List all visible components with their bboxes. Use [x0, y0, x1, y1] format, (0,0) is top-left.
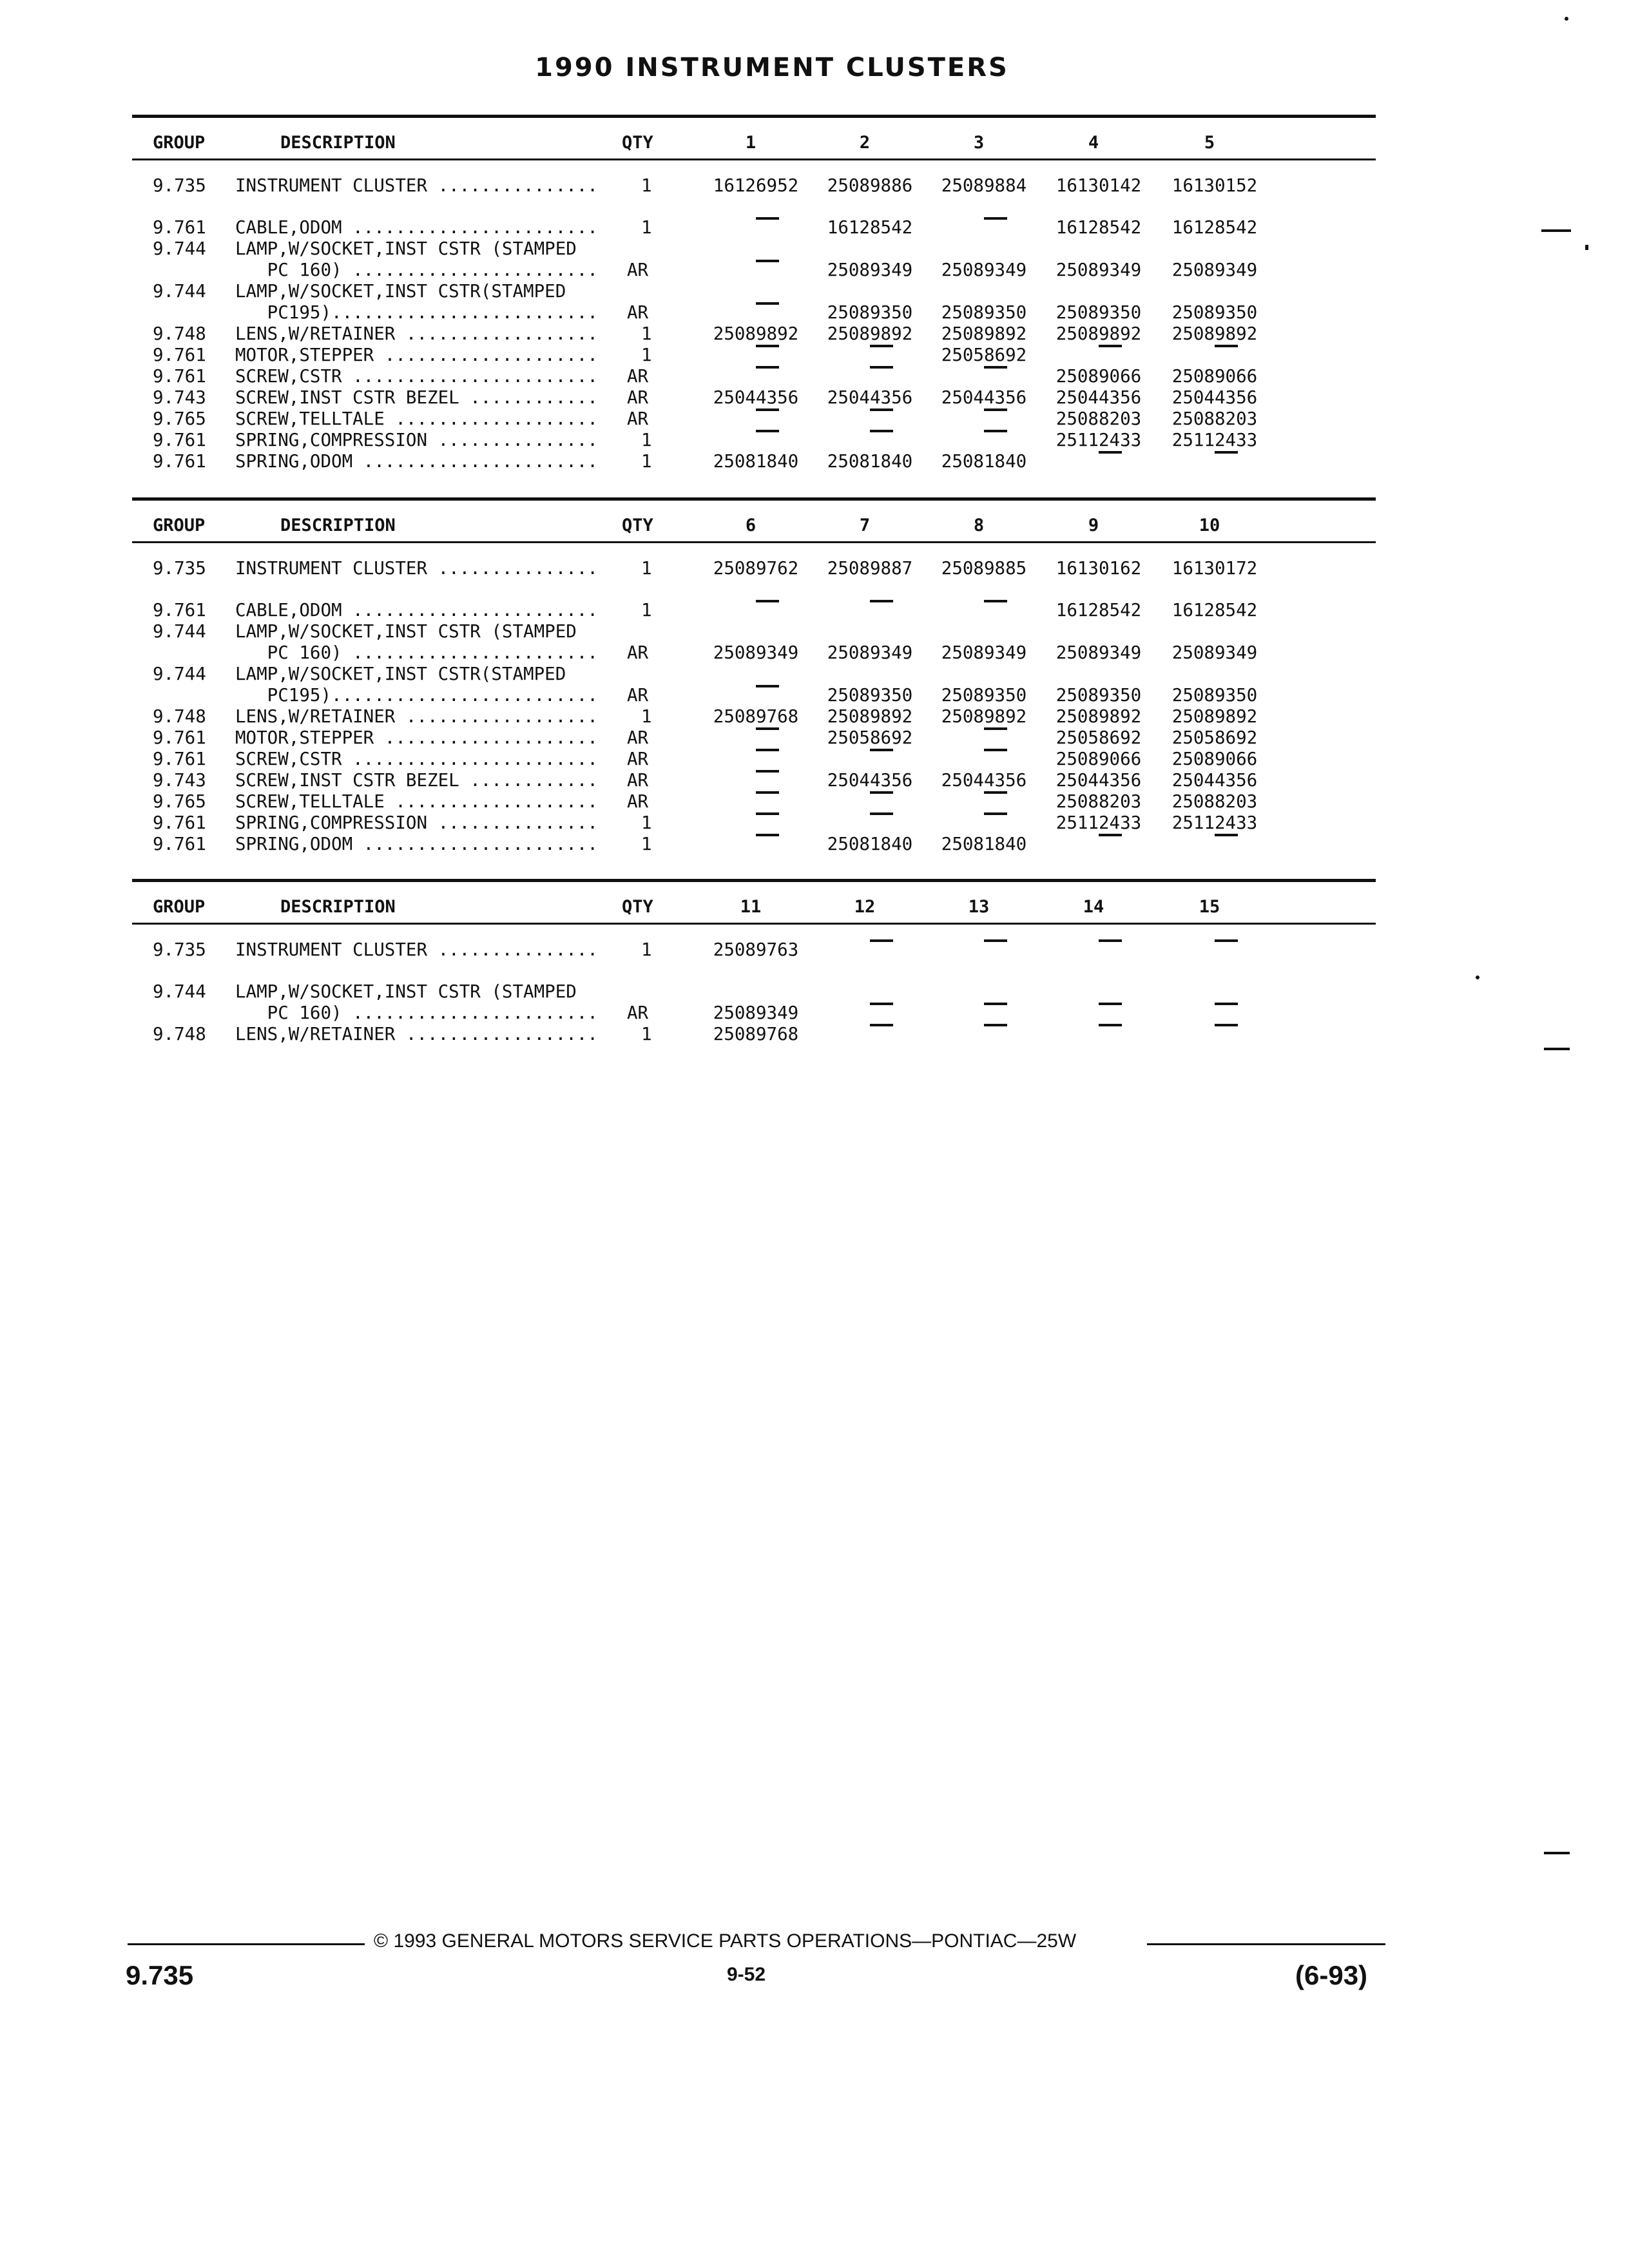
- header-column-6: 6: [745, 515, 757, 535]
- part-number: 25089349: [941, 642, 1027, 663]
- table-row: [132, 621, 1376, 642]
- header-column-1: 1: [745, 133, 757, 153]
- part-number: 16126952: [713, 175, 799, 196]
- dash-mark: [1099, 451, 1122, 454]
- dash-mark: [870, 1024, 893, 1026]
- dash-mark: [870, 408, 893, 411]
- part-qty: 1: [641, 834, 652, 854]
- table-row: [132, 727, 1376, 749]
- part-number: 25081840: [713, 451, 799, 472]
- table-row: [132, 600, 1376, 621]
- dash-mark: [870, 812, 893, 815]
- part-number: 25089349: [1171, 260, 1258, 280]
- group-code: 9.761: [153, 749, 206, 769]
- part-description: CABLE,ODOM .......................: [235, 217, 598, 238]
- part-number: 25089892: [941, 323, 1027, 344]
- header-description: DESCRIPTION: [280, 515, 396, 535]
- part-number: 25089349: [713, 642, 799, 663]
- header-column-3: 3: [973, 133, 985, 153]
- part-qty: AR: [627, 642, 649, 663]
- table-row: [132, 685, 1376, 706]
- part-description: SPRING,ODOM ......................: [235, 834, 598, 854]
- part-number: 25112433: [1055, 430, 1142, 450]
- part-number: 25089350: [827, 302, 913, 323]
- dash-mark: [1099, 939, 1122, 942]
- header-column-13: 13: [968, 897, 990, 917]
- part-number: 25089349: [827, 260, 913, 280]
- table-row: [132, 812, 1376, 834]
- dash-mark: [870, 1003, 893, 1005]
- part-description: CABLE,ODOM .......................: [235, 600, 598, 620]
- table-row: [132, 981, 1376, 1003]
- part-number: 25089349: [713, 1003, 799, 1023]
- group-code: 9.748: [153, 706, 206, 727]
- part-number: 25044356: [827, 770, 913, 791]
- part-number: 25089892: [827, 323, 913, 344]
- table-row: [132, 770, 1376, 791]
- table-row: [132, 558, 1376, 579]
- header-column-10: 10: [1199, 515, 1220, 535]
- part-number: 25088203: [1171, 408, 1258, 429]
- part-number: 25112433: [1171, 812, 1258, 833]
- part-qty: AR: [627, 260, 649, 280]
- part-description: LENS,W/RETAINER ..................: [235, 1024, 598, 1044]
- part-description: MOTOR,STEPPER ....................: [235, 727, 598, 748]
- part-number: 25089350: [1171, 685, 1258, 706]
- part-qty: 1: [641, 175, 652, 196]
- header-column-2: 2: [859, 133, 871, 153]
- part-number: 25112433: [1055, 812, 1142, 833]
- group-code: 9.761: [153, 451, 206, 472]
- part-description: LENS,W/RETAINER ..................: [235, 323, 598, 344]
- group-code: 9.743: [153, 387, 206, 408]
- part-qty: 1: [641, 217, 652, 238]
- part-description: SCREW,INST CSTR BEZEL ............: [235, 770, 598, 791]
- part-number: 25088203: [1055, 408, 1142, 429]
- dash-mark: [756, 749, 779, 751]
- dash-mark: [870, 749, 893, 751]
- table-row: [132, 749, 1376, 770]
- table-header-rule: [132, 541, 1376, 543]
- table-row: [132, 281, 1376, 302]
- dash-mark: [1215, 939, 1238, 942]
- header-column-14: 14: [1083, 897, 1104, 917]
- group-code: 9.744: [153, 238, 206, 259]
- part-number: 25044356: [1171, 770, 1258, 791]
- part-description: SPRING,COMPRESSION ...............: [235, 430, 598, 450]
- table-row: [132, 323, 1376, 345]
- part-description: LENS,W/RETAINER ..................: [235, 706, 598, 727]
- header-group: GROUP: [153, 515, 206, 535]
- dash-mark: [870, 600, 893, 602]
- dash-mark: [984, 217, 1007, 220]
- footer-rule-left: [128, 1943, 365, 1945]
- part-description: LAMP,W/SOCKET,INST CSTR (STAMPED: [235, 981, 577, 1002]
- dash-mark: [1215, 1024, 1238, 1026]
- dash-mark: [1215, 345, 1238, 347]
- part-qty: 1: [641, 558, 652, 579]
- header-qty: QTY: [622, 897, 653, 917]
- part-number: 25089892: [1055, 323, 1142, 344]
- part-description: SCREW,CSTR .......................: [235, 749, 598, 769]
- table-row: [132, 260, 1376, 281]
- part-number: 25089768: [713, 706, 799, 727]
- table-row: [132, 1024, 1376, 1045]
- header-description: DESCRIPTION: [280, 133, 396, 153]
- group-code: 9.765: [153, 408, 206, 429]
- dash-mark: [984, 812, 1007, 815]
- part-qty: AR: [627, 302, 649, 323]
- dash-mark: [984, 939, 1007, 942]
- part-number: 25089892: [1055, 706, 1142, 727]
- part-qty: AR: [627, 685, 649, 706]
- table-row: [132, 430, 1376, 451]
- group-code: 9.735: [153, 558, 206, 579]
- part-number: 25089350: [1055, 685, 1142, 706]
- part-number: 16128542: [1171, 600, 1258, 620]
- dash-mark: [756, 770, 779, 773]
- dash-mark: [1215, 1003, 1238, 1005]
- scan-mark: [1541, 229, 1571, 232]
- table-row: [132, 302, 1376, 323]
- scan-mark: [1544, 1852, 1570, 1854]
- part-description: SCREW,TELLTALE ...................: [235, 791, 598, 812]
- scan-mark: [1544, 1048, 1570, 1050]
- part-qty: AR: [627, 387, 649, 408]
- part-number: 25089350: [1171, 302, 1258, 323]
- dash-mark: [984, 1003, 1007, 1005]
- dash-mark: [984, 600, 1007, 602]
- table-row: [132, 642, 1376, 664]
- part-number: 16128542: [827, 217, 913, 238]
- part-description: SCREW,CSTR .......................: [235, 366, 598, 387]
- group-code: 9.761: [153, 345, 206, 365]
- header-column-4: 4: [1088, 133, 1099, 153]
- dash-mark: [870, 366, 893, 369]
- part-number: 25089350: [1055, 302, 1142, 323]
- dash-mark: [756, 260, 779, 262]
- dash-mark: [756, 685, 779, 687]
- table-row: [132, 664, 1376, 685]
- part-number: 25058692: [941, 345, 1027, 365]
- part-qty: 1: [641, 1024, 652, 1044]
- part-number: 25089885: [941, 558, 1027, 579]
- table-row: [132, 238, 1376, 260]
- part-number: 25081840: [827, 834, 913, 854]
- part-description: LAMP,W/SOCKET,INST CSTR (STAMPED: [235, 621, 577, 642]
- part-qty: AR: [627, 1003, 649, 1023]
- part-description: PC 160) .......................: [235, 642, 598, 663]
- part-number: 25089892: [713, 323, 799, 344]
- table-header: [132, 497, 1376, 536]
- dash-mark: [870, 430, 893, 432]
- header-column-12: 12: [854, 897, 876, 917]
- group-code: 9.761: [153, 217, 206, 238]
- part-number: 25089887: [827, 558, 913, 579]
- part-number: 25089349: [1171, 642, 1258, 663]
- part-description: LAMP,W/SOCKET,INST CSTR (STAMPED: [235, 238, 577, 259]
- footer-page-number: 9-52: [727, 1964, 766, 1985]
- header-group: GROUP: [153, 897, 206, 917]
- dash-mark: [756, 791, 779, 794]
- part-number: 25089763: [713, 939, 799, 960]
- part-number: 25081840: [941, 451, 1027, 472]
- dash-mark: [756, 302, 779, 305]
- part-number: 16130162: [1055, 558, 1142, 579]
- part-number: 25058692: [1171, 727, 1258, 748]
- dash-mark: [756, 727, 779, 730]
- footer-group-code: 9.735: [126, 1960, 194, 1990]
- part-number: 25044356: [941, 770, 1027, 791]
- part-qty: AR: [627, 727, 649, 748]
- dash-mark: [1215, 451, 1238, 454]
- footer-copyright: © 1993 GENERAL MOTORS SERVICE PARTS OPERATIONS—PONTIAC—25W: [374, 1930, 1077, 1952]
- header-column-7: 7: [859, 515, 871, 535]
- dash-mark: [1099, 345, 1122, 347]
- part-qty: 1: [641, 706, 652, 727]
- part-number: 25089349: [1055, 260, 1142, 280]
- part-number: 16128542: [1171, 217, 1258, 238]
- dash-mark: [756, 600, 779, 602]
- group-code: 9.761: [153, 600, 206, 620]
- dash-mark: [870, 345, 893, 347]
- part-number: 25088203: [1171, 791, 1258, 812]
- table-header: [132, 115, 1376, 153]
- part-number: 25044356: [1055, 387, 1142, 408]
- group-code: 9.735: [153, 939, 206, 960]
- dash-mark: [756, 217, 779, 220]
- part-number: 25044356: [1171, 387, 1258, 408]
- part-number: 25081840: [941, 834, 1027, 854]
- group-code: 9.761: [153, 834, 206, 854]
- header-qty: QTY: [622, 515, 653, 535]
- part-description: LAMP,W/SOCKET,INST CSTR(STAMPED: [235, 281, 566, 302]
- part-description: SPRING,COMPRESSION ...............: [235, 812, 598, 833]
- part-number: 25089066: [1055, 366, 1142, 387]
- part-description: PC195).........................: [235, 302, 598, 323]
- part-number: 25089350: [827, 685, 913, 706]
- part-number: 25089349: [1055, 642, 1142, 663]
- part-description: LAMP,W/SOCKET,INST CSTR(STAMPED: [235, 664, 566, 684]
- part-qty: 1: [641, 939, 652, 960]
- part-description: SPRING,ODOM ......................: [235, 451, 598, 472]
- header-group: GROUP: [153, 133, 206, 153]
- part-number: 25089886: [827, 175, 913, 196]
- part-qty: AR: [627, 408, 649, 429]
- part-number: 25089066: [1171, 366, 1258, 387]
- group-code: 9.761: [153, 366, 206, 387]
- part-qty: AR: [627, 366, 649, 387]
- table-header-rule: [132, 923, 1376, 925]
- dash-mark: [984, 749, 1007, 751]
- table-row: [132, 706, 1376, 727]
- part-qty: 1: [641, 451, 652, 472]
- table-row: [132, 408, 1376, 430]
- part-description: PC 160) .......................: [235, 1003, 598, 1023]
- dash-mark: [870, 791, 893, 794]
- group-code: 9.735: [153, 175, 206, 196]
- dash-mark: [756, 345, 779, 347]
- header-column-9: 9: [1088, 515, 1099, 535]
- part-qty: 1: [641, 600, 652, 620]
- part-number: 16130142: [1055, 175, 1142, 196]
- part-number: 25089762: [713, 558, 799, 579]
- part-number: 25058692: [827, 727, 913, 748]
- table-row: [132, 1003, 1376, 1024]
- footer-date-code: (6-93): [1295, 1960, 1368, 1990]
- header-description: DESCRIPTION: [280, 897, 396, 917]
- group-code: 9.761: [153, 812, 206, 833]
- part-description: PC195).........................: [235, 685, 598, 706]
- part-number: 25089884: [941, 175, 1027, 196]
- header-qty: QTY: [622, 133, 653, 153]
- scan-mark: [1476, 975, 1480, 979]
- part-number: 25089066: [1171, 749, 1258, 769]
- part-number: 16130152: [1171, 175, 1258, 196]
- dash-mark: [984, 791, 1007, 794]
- part-number: 25044356: [941, 387, 1027, 408]
- part-number: 25089350: [941, 685, 1027, 706]
- group-code: 9.744: [153, 664, 206, 684]
- part-number: 25058692: [1055, 727, 1142, 748]
- part-description: INSTRUMENT CLUSTER ...............: [235, 939, 598, 960]
- table-row: [132, 834, 1376, 855]
- header-column-5: 5: [1204, 133, 1215, 153]
- part-number: 16128542: [1055, 217, 1142, 238]
- dash-mark: [870, 939, 893, 942]
- part-description: INSTRUMENT CLUSTER ...............: [235, 558, 598, 579]
- table-row: [132, 217, 1376, 238]
- part-number: 25089892: [827, 706, 913, 727]
- part-description: SCREW,INST CSTR BEZEL ............: [235, 387, 598, 408]
- table-row: [132, 791, 1376, 812]
- part-description: PC 160) .......................: [235, 260, 598, 280]
- scan-mark: [1585, 245, 1588, 250]
- dash-mark: [1099, 1003, 1122, 1005]
- part-description: SCREW,TELLTALE ...................: [235, 408, 598, 429]
- group-code: 9.743: [153, 770, 206, 791]
- table-row: [132, 345, 1376, 366]
- part-number: 25089066: [1055, 749, 1142, 769]
- part-number: 25089349: [827, 642, 913, 663]
- table-row: [132, 175, 1376, 197]
- dash-mark: [984, 430, 1007, 432]
- scan-mark: [1565, 17, 1568, 21]
- group-code: 9.765: [153, 791, 206, 812]
- part-number: 25089892: [941, 706, 1027, 727]
- group-code: 9.744: [153, 621, 206, 642]
- dash-mark: [984, 727, 1007, 730]
- part-qty: 1: [641, 812, 652, 833]
- part-number: 25112433: [1171, 430, 1258, 450]
- group-code: 9.744: [153, 281, 206, 302]
- part-number: 25089892: [1171, 706, 1258, 727]
- part-qty: AR: [627, 791, 649, 812]
- table-header-rule: [132, 159, 1376, 160]
- table-row: [132, 387, 1376, 408]
- part-qty: 1: [641, 345, 652, 365]
- group-code: 9.748: [153, 1024, 206, 1044]
- part-number: 25081840: [827, 451, 913, 472]
- header-column-11: 11: [740, 897, 762, 917]
- part-number: 25089350: [941, 302, 1027, 323]
- part-number: 25044356: [713, 387, 799, 408]
- part-number: 25044356: [1055, 770, 1142, 791]
- header-column-8: 8: [973, 515, 985, 535]
- group-code: 9.761: [153, 430, 206, 450]
- dash-mark: [756, 366, 779, 369]
- group-code: 9.744: [153, 981, 206, 1002]
- dash-mark: [1099, 1024, 1122, 1026]
- part-number: 25088203: [1055, 791, 1142, 812]
- dash-mark: [756, 834, 779, 836]
- footer-rule-right: [1147, 1943, 1385, 1945]
- dash-mark: [1099, 834, 1122, 836]
- part-number: 16130172: [1171, 558, 1258, 579]
- dash-mark: [984, 408, 1007, 411]
- table-row: [132, 939, 1376, 961]
- part-qty: 1: [641, 430, 652, 450]
- part-number: 25089892: [1171, 323, 1258, 344]
- group-code: 9.761: [153, 727, 206, 748]
- group-code: 9.748: [153, 323, 206, 344]
- dash-mark: [756, 812, 779, 815]
- page-title: 1990 INSTRUMENT CLUSTERS: [535, 53, 1009, 82]
- part-number: 25044356: [827, 387, 913, 408]
- part-qty: AR: [627, 749, 649, 769]
- dash-mark: [756, 408, 779, 411]
- part-qty: AR: [627, 770, 649, 791]
- table-row: [132, 451, 1376, 472]
- part-number: 25089768: [713, 1024, 799, 1044]
- dash-mark: [984, 1024, 1007, 1026]
- part-qty: 1: [641, 323, 652, 344]
- dash-mark: [756, 430, 779, 432]
- dash-mark: [984, 366, 1007, 369]
- part-description: INSTRUMENT CLUSTER ...............: [235, 175, 598, 196]
- table-header: [132, 879, 1376, 918]
- table-row: [132, 366, 1376, 387]
- dash-mark: [1215, 834, 1238, 836]
- header-column-15: 15: [1199, 897, 1220, 917]
- part-number: 25089349: [941, 260, 1027, 280]
- part-number: 16128542: [1055, 600, 1142, 620]
- part-description: MOTOR,STEPPER ....................: [235, 345, 598, 365]
